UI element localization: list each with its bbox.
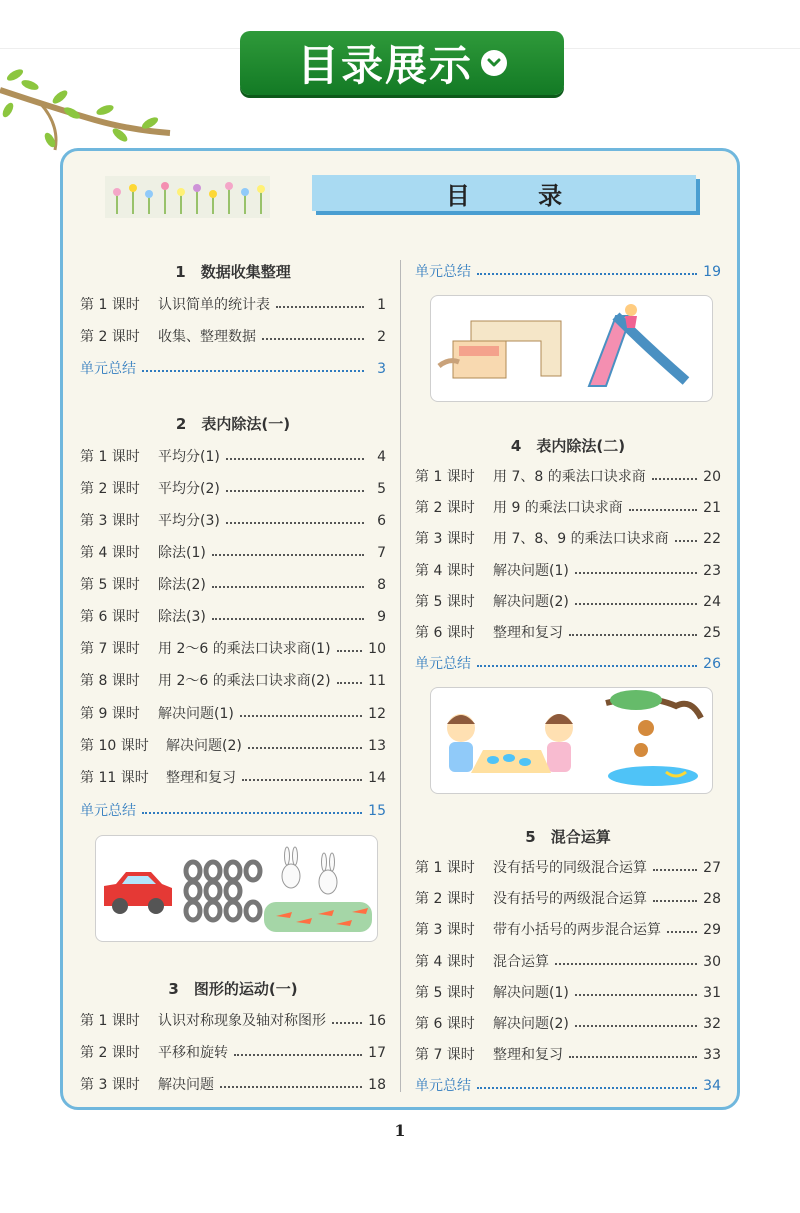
lesson-topic: 解决问题(1) <box>493 563 569 579</box>
drawer-slide-picture <box>431 296 712 401</box>
toc-entry[interactable] <box>80 327 386 347</box>
dot-leader <box>332 1011 362 1024</box>
unit-title: 2 表内除法(一) <box>175 415 291 433</box>
dot-leader <box>248 736 362 749</box>
toc-entry[interactable] <box>80 768 386 788</box>
toc-entry[interactable] <box>80 671 386 691</box>
lesson-topic: 没有括号的两级混合运算 <box>493 891 647 907</box>
toc-entry[interactable] <box>80 639 386 659</box>
dot-leader <box>242 768 362 781</box>
lesson-label: 第 3 课时 <box>415 922 475 938</box>
page-ref: 15 <box>368 803 386 819</box>
dot-leader <box>226 447 364 460</box>
page-ref: 2 <box>377 329 386 345</box>
lesson-label: 第 5 课时 <box>415 594 475 610</box>
dot-leader <box>575 592 697 605</box>
dot-leader <box>653 858 697 871</box>
dot-leader <box>569 1045 697 1058</box>
lesson-topic: 平均分(1) <box>158 449 220 465</box>
dot-leader <box>220 1075 362 1088</box>
lesson-label: 第 2 课时 <box>80 1045 140 1061</box>
lesson-label: 第 11 课时 <box>80 770 149 786</box>
dot-leader <box>569 623 697 636</box>
dot-leader <box>337 639 363 652</box>
lesson-topic: 用 7、8、9 的乘法口诀求商 <box>493 531 669 547</box>
dot-leader <box>142 359 364 372</box>
lesson-label: 第 7 课时 <box>80 641 140 657</box>
lesson-topic: 除法(1) <box>158 545 206 561</box>
unit-title: 5 混合运算 <box>525 828 611 846</box>
unit-summary-entry[interactable] <box>415 1076 721 1096</box>
lesson-topic: 用 2～6 的乘法口诀求商(1) <box>158 641 331 657</box>
page-ref: 17 <box>368 1045 386 1061</box>
left-column <box>80 0 386 1213</box>
lesson-topic: 带有小括号的两步混合运算 <box>493 922 661 938</box>
dot-leader <box>667 920 697 933</box>
lesson-topic: 解决问题(2) <box>493 1016 569 1032</box>
toc-entry[interactable] <box>80 575 386 595</box>
lesson-label: 第 3 课时 <box>80 513 140 529</box>
dot-leader <box>675 529 698 542</box>
lesson-topic: 解决问题(2) <box>166 738 242 754</box>
unit-summary-entry[interactable] <box>80 359 386 379</box>
dot-leader <box>575 1014 697 1027</box>
page-ref: 25 <box>703 625 721 641</box>
dot-leader <box>652 467 697 480</box>
toc-entry[interactable] <box>415 592 721 612</box>
summary-label: 单元总结 <box>415 1078 471 1094</box>
lesson-topic: 平均分(3) <box>158 513 220 529</box>
unit-title: 1 数据收集整理 <box>175 263 291 281</box>
lesson-label: 第 2 课时 <box>80 481 140 497</box>
toc-entry[interactable] <box>415 561 721 581</box>
toc-entry[interactable] <box>415 1045 721 1065</box>
lesson-topic: 解决问题(1) <box>493 985 569 1001</box>
lesson-topic: 整理和复习 <box>493 1047 563 1063</box>
lesson-label: 第 8 课时 <box>80 673 140 689</box>
dot-leader <box>226 511 364 524</box>
unit-summary-entry[interactable] <box>415 262 721 282</box>
lesson-label: 第 2 课时 <box>415 500 475 516</box>
page-ref: 1 <box>377 297 386 313</box>
toc-entry[interactable] <box>80 1075 386 1095</box>
page-ref: 5 <box>377 481 386 497</box>
lesson-topic: 整理和复习 <box>493 625 563 641</box>
page-ref: 18 <box>368 1077 386 1093</box>
dot-leader <box>575 561 697 574</box>
toc-entry[interactable] <box>415 952 721 972</box>
children-monkeys-picture <box>431 688 712 793</box>
lesson-label: 第 2 课时 <box>415 891 475 907</box>
car-tires-rabbits-picture <box>96 836 377 941</box>
toc-entry[interactable] <box>415 467 721 487</box>
dot-leader <box>212 543 364 556</box>
unit-summary-entry[interactable] <box>415 654 721 674</box>
lesson-label: 第 1 课时 <box>415 860 475 876</box>
dot-leader <box>276 295 364 308</box>
page-ref: 3 <box>377 361 386 377</box>
lesson-label: 第 3 课时 <box>80 1077 140 1093</box>
toc-entry[interactable] <box>80 1011 386 1031</box>
page-ref: 11 <box>368 673 386 689</box>
illustration-car-rabbits <box>95 835 378 942</box>
lesson-topic: 整理和复习 <box>166 770 236 786</box>
dot-leader <box>555 952 697 965</box>
toc-entry[interactable] <box>80 447 386 467</box>
toc-heading: 目 录 <box>312 175 696 211</box>
unit-title: 3 图形的运动(一) <box>168 980 298 998</box>
lesson-topic: 用 7、8 的乘法口诀求商 <box>493 469 646 485</box>
page-ref: 7 <box>377 545 386 561</box>
toc-entry[interactable] <box>415 983 721 1003</box>
page-ref: 31 <box>703 985 721 1001</box>
toc-entry[interactable] <box>415 920 721 940</box>
dot-leader <box>477 654 697 667</box>
page-ref: 33 <box>703 1047 721 1063</box>
summary-label: 单元总结 <box>415 264 471 280</box>
illustration-drawer-slide <box>430 295 713 402</box>
toc-entry[interactable] <box>415 529 721 549</box>
lesson-topic: 用 9 的乘法口诀求商 <box>493 500 623 516</box>
dot-leader <box>262 327 364 340</box>
dot-leader <box>226 479 364 492</box>
lesson-label: 第 9 课时 <box>80 706 140 722</box>
page-ref: 9 <box>377 609 386 625</box>
lesson-topic: 收集、整理数据 <box>158 329 256 345</box>
unit-title: 4 表内除法(二) <box>510 437 626 455</box>
dot-leader <box>575 983 697 996</box>
toc-entry[interactable] <box>80 704 386 724</box>
page-ref: 27 <box>703 860 721 876</box>
page-ref: 21 <box>703 500 721 516</box>
toc-entry[interactable] <box>415 858 721 878</box>
dot-leader <box>212 575 364 588</box>
lesson-topic: 混合运算 <box>493 954 549 970</box>
page-ref: 19 <box>703 264 721 280</box>
toc-entry[interactable] <box>415 1014 721 1034</box>
toc-entry[interactable] <box>80 295 386 315</box>
page-ref: 26 <box>703 656 721 672</box>
page-ref: 34 <box>703 1078 721 1094</box>
page-ref: 14 <box>368 770 386 786</box>
right-column <box>415 0 721 1213</box>
page-number: 1 <box>394 1121 406 1140</box>
lesson-topic: 用 2～6 的乘法口诀求商(2) <box>158 673 331 689</box>
lesson-topic: 没有括号的同级混合运算 <box>493 860 647 876</box>
toc-entry[interactable] <box>80 479 386 499</box>
page-ref: 16 <box>368 1013 386 1029</box>
lesson-label: 第 10 课时 <box>80 738 149 754</box>
lesson-label: 第 1 课时 <box>80 1013 140 1029</box>
page-ref: 28 <box>703 891 721 907</box>
lesson-topic: 解决问题 <box>158 1077 214 1093</box>
page-ref: 13 <box>368 738 386 754</box>
lesson-label: 第 5 课时 <box>415 985 475 1001</box>
toc-entry[interactable] <box>80 543 386 563</box>
toc-entry[interactable] <box>415 889 721 909</box>
page-ref: 29 <box>703 922 721 938</box>
lesson-label: 第 4 课时 <box>80 545 140 561</box>
toc-entry[interactable] <box>415 623 721 643</box>
column-divider <box>400 260 401 1092</box>
toc-entry[interactable] <box>80 736 386 756</box>
lesson-label: 第 1 课时 <box>80 297 140 313</box>
page-ref: 12 <box>368 706 386 722</box>
dot-leader <box>142 801 362 814</box>
lesson-label: 第 6 课时 <box>80 609 140 625</box>
page-ref: 8 <box>377 577 386 593</box>
toc-entry[interactable] <box>415 498 721 518</box>
lesson-label: 第 3 课时 <box>415 531 475 547</box>
page-ref: 20 <box>703 469 721 485</box>
page-ref: 22 <box>703 531 721 547</box>
lesson-topic: 除法(3) <box>158 609 206 625</box>
lesson-label: 第 5 课时 <box>80 577 140 593</box>
lesson-label: 第 4 课时 <box>415 954 475 970</box>
page-ref: 32 <box>703 1016 721 1032</box>
page-ref: 23 <box>703 563 721 579</box>
illustration-children-monkeys <box>430 687 713 794</box>
dot-leader <box>234 1043 362 1056</box>
dot-leader <box>337 671 363 684</box>
lesson-topic: 解决问题(1) <box>158 706 234 722</box>
banner-title: 目录展示 <box>296 41 473 90</box>
lesson-label: 第 4 课时 <box>415 563 475 579</box>
toc-entry[interactable] <box>80 511 386 531</box>
dot-leader <box>629 498 697 511</box>
page-ref: 4 <box>377 449 386 465</box>
dot-leader <box>477 1076 697 1089</box>
lesson-topic: 解决问题(2) <box>493 594 569 610</box>
dot-leader <box>477 262 697 275</box>
lesson-topic: 认识简单的统计表 <box>158 297 270 313</box>
lesson-label: 第 6 课时 <box>415 625 475 641</box>
lesson-label: 第 1 课时 <box>80 449 140 465</box>
lesson-topic: 认识对称现象及轴对称图形 <box>158 1013 326 1029</box>
summary-label: 单元总结 <box>80 803 136 819</box>
unit-summary-entry[interactable] <box>80 801 386 821</box>
toc-entry[interactable] <box>80 607 386 627</box>
page-ref: 10 <box>368 641 386 657</box>
page-ref: 6 <box>377 513 386 529</box>
dot-leader <box>240 704 362 717</box>
lesson-label: 第 2 课时 <box>80 329 140 345</box>
summary-label: 单元总结 <box>415 656 471 672</box>
lesson-topic: 除法(2) <box>158 577 206 593</box>
page-ref: 30 <box>703 954 721 970</box>
lesson-label: 第 7 课时 <box>415 1047 475 1063</box>
summary-label: 单元总结 <box>80 361 136 377</box>
lesson-topic: 平均分(2) <box>158 481 220 497</box>
dot-leader <box>653 889 697 902</box>
page-ref: 24 <box>703 594 721 610</box>
lesson-label: 第 6 课时 <box>415 1016 475 1032</box>
lesson-label: 第 1 课时 <box>415 469 475 485</box>
toc-entry[interactable] <box>80 1043 386 1063</box>
dot-leader <box>212 607 364 620</box>
lesson-topic: 平移和旋转 <box>158 1045 228 1061</box>
